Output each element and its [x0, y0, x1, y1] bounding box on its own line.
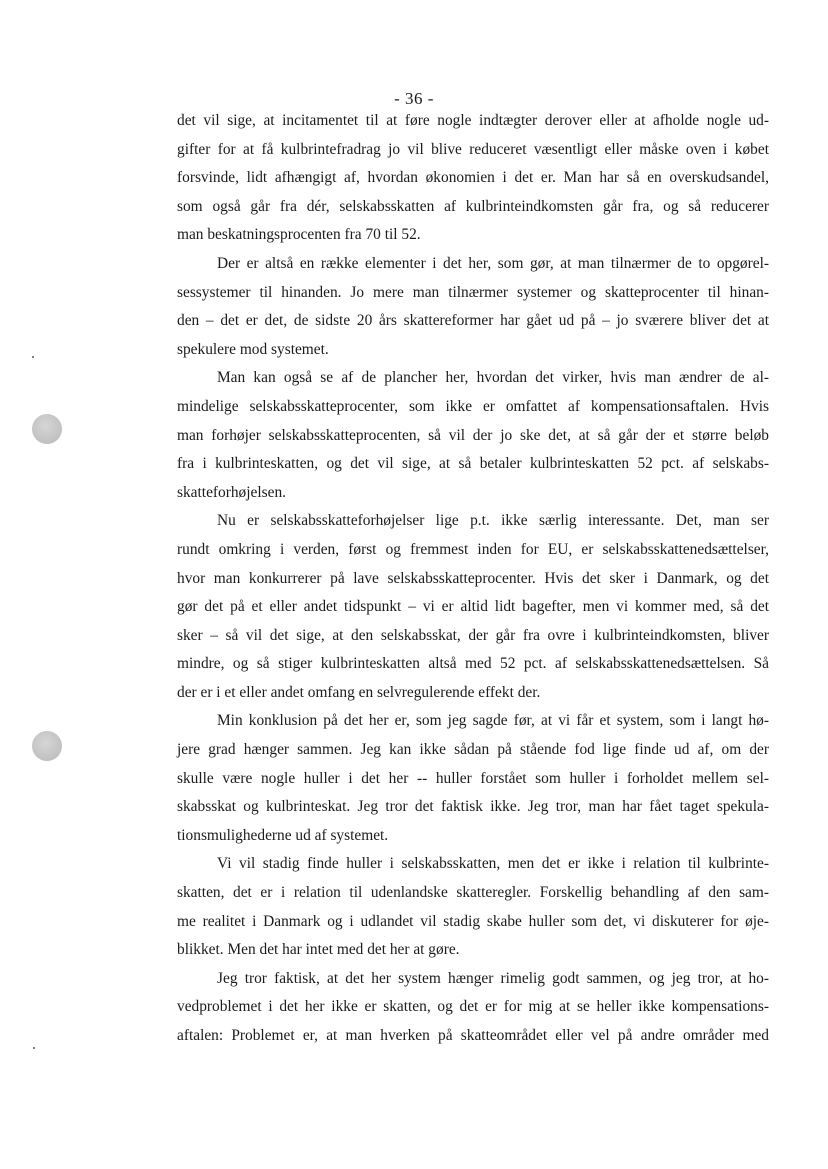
- text-line: skatten, det er i relation til udenlandske skatteregler. Forskellig behandling af den sam-: [177, 884, 769, 902]
- text-line: man forhøjer selskabsskatteprocenten, så vil der jo ske det, at så går der et større beløb: [177, 426, 769, 444]
- page-number: - 36 -: [394, 89, 434, 108]
- text-line: Vi vil stadig finde huller i selskabsskatten, men det er ikke i relation til kulbrinte-: [217, 855, 769, 873]
- text-line: mindre, og så stiger kulbrinteskatten altså med 52 pct. af selskabsskattenedsættelsen. Så: [177, 655, 769, 673]
- text-line: man beskatningsprocenten fra 70 til 52.: [177, 226, 421, 244]
- text-line: me realitet i Danmark og i udlandet vil stadig skabe huller som det, vi diskuterer for øje-: [177, 912, 769, 930]
- text-line: Nu er selskabsskatteforhøjelser lige p.t. ikke særlig interessante. Det, man ser: [217, 512, 769, 530]
- text-line: Man kan også se af de plancher her, hvordan det virker, hvis man ændrer de al-: [217, 369, 769, 387]
- text-line: Jeg tror faktisk, at det her system hænger rimelig godt sammen, og jeg tror, at ho-: [217, 969, 769, 987]
- text-line: tionsmulighederne ud af systemet.: [177, 826, 389, 844]
- punch-hole-bottom: [32, 731, 62, 761]
- punch-hole-top: [32, 414, 62, 444]
- text-line: spekulere mod systemet.: [177, 340, 329, 358]
- text-line: skatteforhøjelsen.: [177, 483, 286, 501]
- text-line: aftalen: Problemet er, at man hverken på skatteområdet eller vel på andre områder med: [177, 1027, 769, 1044]
- text-line: fra i kulbrinteskatten, og det vil sige, at så betaler kulbrinteskatten 52 pct. af selskabs-: [177, 455, 769, 473]
- text-line: gifter for at få kulbrintefradrag jo vil blive reduceret væsentligt eller måske oven i købet: [177, 140, 769, 158]
- text-line: skulle være nogle huller i det her -- huller forstået som huller i forholdet mellem sel-: [177, 769, 769, 787]
- text-line: hvor man konkurrerer på lave selskabsskatteprocenter. Hvis det sker i Danmark, og det: [177, 569, 769, 587]
- text-line: mindelige selskabsskatteprocenter, som ikke er omfattet af kompensationsaftalen. Hvis: [177, 397, 769, 415]
- text-line: forsvinde, lidt afhængigt af, hvordan økonomien i det er. Man har så en overskudsandel,: [177, 169, 769, 187]
- text-line: blikket. Men det har intet med det her at gøre.: [177, 941, 460, 959]
- scan-speck: [33, 1047, 35, 1049]
- text-line: sker – så vil det sige, at den selskabsskat, der går fra ovre i kulbrinteindkomsten, bliver: [177, 626, 769, 644]
- body-text: [177, 107, 769, 1051]
- text-line: sessystemer til hinanden. Jo mere man tilnærmer systemer og skatteprocenter til hinan-: [177, 283, 769, 301]
- text-line: gør det på et eller andet tidspunkt – vi er altid lidt bagefter, men vi kommer med, så det: [177, 598, 769, 616]
- text-line: jere grad hænger sammen. Jeg kan ikke sådan på stående fod lige finde ud af, om der: [177, 741, 769, 759]
- text-line: Min konklusion på det her er, som jeg sagde før, at vi får et system, som i langt hø-: [217, 712, 769, 730]
- text-line: den – det er det, de sidste 20 års skattereformer har gået ud på – jo sværere bliver det at: [177, 312, 769, 330]
- text-line: Der er altså en række elementer i det her, som gør, at man tilnærmer de to opgørel-: [217, 254, 769, 272]
- text-line: skabsskat og kulbrinteskat. Jeg tror det faktisk ikke. Jeg tror, man har fået taget spekula-: [177, 798, 769, 816]
- text-line: det vil sige, at incitamentet til at føre nogle indtægter derover eller at afholde nogle ud-: [177, 112, 769, 129]
- text-line: vedproblemet i det her ikke er skatten, og det er for mig at se heller ikke kompensations-: [177, 998, 769, 1016]
- text-line: som også går fra dér, selskabsskatten af kulbrinteindkomsten går fra, og så reducerer: [177, 197, 769, 215]
- text-line: rundt omkring i verden, først og fremmest inden for EU, er selskabsskattenedsættelser,: [177, 540, 769, 558]
- scan-speck: [32, 356, 34, 358]
- text-line: der er i et eller andet omfang en selvregulerende effekt der.: [177, 683, 541, 701]
